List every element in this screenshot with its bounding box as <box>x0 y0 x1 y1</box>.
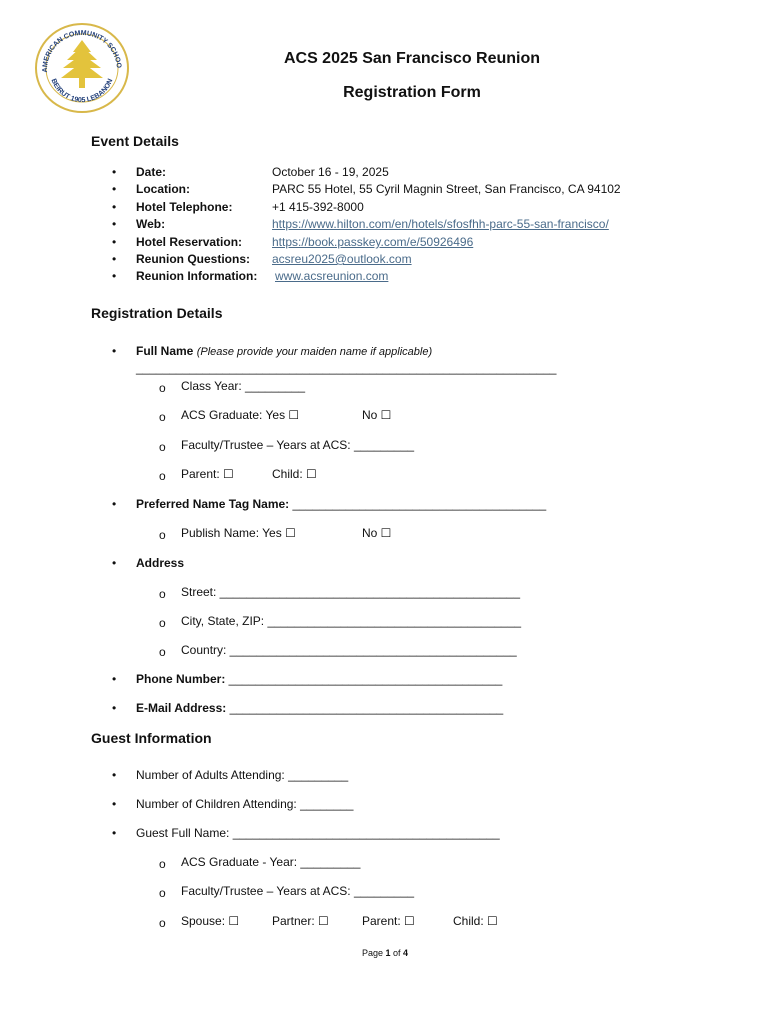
publish-name-yes-checkbox[interactable]: Publish Name: Yes ☐ <box>181 526 296 540</box>
hotel-web-link[interactable]: https://www.hilton.com/en/hotels/sfosfhh-parc-55-san-francisco/ <box>272 217 609 231</box>
acs-graduate-no-checkbox[interactable]: No ☐ <box>362 408 392 422</box>
bullet: • <box>112 768 117 782</box>
email-label: E-Mail Address: <box>136 701 227 715</box>
email-field[interactable] <box>136 701 503 715</box>
name-tag-label: Preferred Name Tag Name: <box>136 497 290 511</box>
name-tag-field[interactable] <box>136 497 546 511</box>
sub-bullet: o <box>159 857 166 871</box>
bullet: • <box>112 200 117 214</box>
children-attending-field[interactable]: Number of Children Attending: ________ <box>136 797 354 811</box>
bullet: • <box>112 344 117 358</box>
sub-bullet: o <box>159 440 166 454</box>
event-details-heading: Event Details <box>91 133 179 149</box>
publish-name-no-checkbox[interactable]: No ☐ <box>362 526 392 540</box>
guest-acs-graduate-year-field[interactable]: ACS Graduate - Year: _________ <box>181 855 361 869</box>
logo-top-text: AMERICAN COMMUNITY SCHOO <box>41 29 123 73</box>
reunion-information-label: Reunion Information: <box>136 269 258 283</box>
acs-graduate-yes-checkbox[interactable]: ACS Graduate: Yes ☐ <box>181 408 300 422</box>
bullet: • <box>112 182 117 196</box>
page-current: 1 <box>385 948 391 958</box>
registration-details-heading: Registration Details <box>91 305 223 321</box>
country-field[interactable]: Country: ___________________________________________ <box>181 643 517 657</box>
page-of-label: of <box>393 948 401 958</box>
address-label: Address <box>136 556 185 570</box>
bullet: • <box>112 556 117 570</box>
sub-bullet: o <box>159 528 166 542</box>
sub-bullet: o <box>159 381 166 395</box>
event-date-value: October 16 - 19, 2025 <box>272 165 389 179</box>
guest-full-name-field[interactable]: Guest Full Name: ________________________________________ <box>136 826 500 840</box>
guest-child-checkbox[interactable]: Child: ☐ <box>453 914 498 928</box>
hotel-reservation-label: Hotel Reservation: <box>136 235 243 249</box>
full-name-label: Full Name <box>136 344 194 358</box>
event-location-value: PARC 55 Hotel, 55 Cyril Magnin Street, San Francisco, CA 94102 <box>272 182 621 196</box>
guest-information-heading: Guest Information <box>91 730 212 746</box>
bullet: • <box>112 826 117 840</box>
phone-field[interactable] <box>136 672 502 686</box>
bullet: • <box>112 497 117 511</box>
bullet: • <box>112 269 117 283</box>
guest-partner-checkbox[interactable]: Partner: ☐ <box>272 914 329 928</box>
sub-bullet: o <box>159 616 166 630</box>
parent-checkbox[interactable]: Parent: ☐ <box>181 467 234 481</box>
sub-bullet: o <box>159 916 166 930</box>
faculty-years-field[interactable]: Faculty/Trustee – Years at ACS: _________ <box>181 438 415 452</box>
guest-parent-checkbox[interactable]: Parent: ☐ <box>362 914 415 928</box>
sub-bullet: o <box>159 410 166 424</box>
full-name-note: (Please provide your maiden name if applicable) <box>196 346 433 358</box>
reunion-website-link[interactable]: www.acsreunion.com <box>275 269 389 283</box>
event-date-label: Date: <box>136 165 167 179</box>
sub-bullet: o <box>159 645 166 659</box>
bullet: • <box>112 235 117 249</box>
page-number <box>0 948 770 958</box>
page-label: Page <box>361 948 383 958</box>
phone-line: _________________________________________ <box>225 672 503 686</box>
bullet: • <box>112 797 117 811</box>
web-label: Web: <box>136 217 166 231</box>
city-state-zip-field[interactable]: City, State, ZIP: ______________________________________ <box>181 614 522 628</box>
bullet: • <box>112 217 117 231</box>
email-line: _________________________________________ <box>226 701 504 715</box>
page-total: 4 <box>403 948 409 958</box>
child-checkbox[interactable]: Child: ☐ <box>272 467 317 481</box>
phone-label: Phone Number: <box>136 672 226 686</box>
adults-attending-field[interactable]: Number of Adults Attending: _________ <box>136 768 349 782</box>
bullet: • <box>112 252 117 266</box>
reunion-email-link[interactable]: acsreu2025@outlook.com <box>272 252 412 266</box>
event-location-label: Location: <box>136 182 190 196</box>
bullet: • <box>112 701 117 715</box>
name-tag-line: ______________________________________ <box>289 497 547 511</box>
guest-spouse-checkbox[interactable]: Spouse: ☐ <box>181 914 240 928</box>
street-field[interactable]: Street: _____________________________________________ <box>181 585 521 599</box>
sub-bullet: o <box>159 587 166 601</box>
sub-bullet: o <box>159 469 166 483</box>
guest-faculty-years-field[interactable]: Faculty/Trustee – Years at ACS: _________ <box>181 884 415 898</box>
reunion-questions-label: Reunion Questions: <box>136 252 250 266</box>
form-subtitle: Registration Form <box>343 84 481 101</box>
bullet: • <box>112 165 117 179</box>
hotel-reservation-link[interactable]: https://book.passkey.com/e/50926496 <box>272 235 474 249</box>
form-title: ACS 2025 San Francisco Reunion <box>283 50 541 67</box>
full-name-line[interactable]: _______________________________________________________________ <box>136 361 557 375</box>
sub-bullet: o <box>159 886 166 900</box>
logo-bottom-text: BEIRUT 1905 LEBANON <box>49 77 115 105</box>
full-name-field[interactable] <box>136 344 432 358</box>
bullet: • <box>112 672 117 686</box>
class-year-field[interactable]: Class Year: _________ <box>181 379 306 393</box>
hotel-telephone-label: Hotel Telephone: <box>136 200 233 214</box>
hotel-telephone-value: +1 415-392-8000 <box>272 200 364 214</box>
